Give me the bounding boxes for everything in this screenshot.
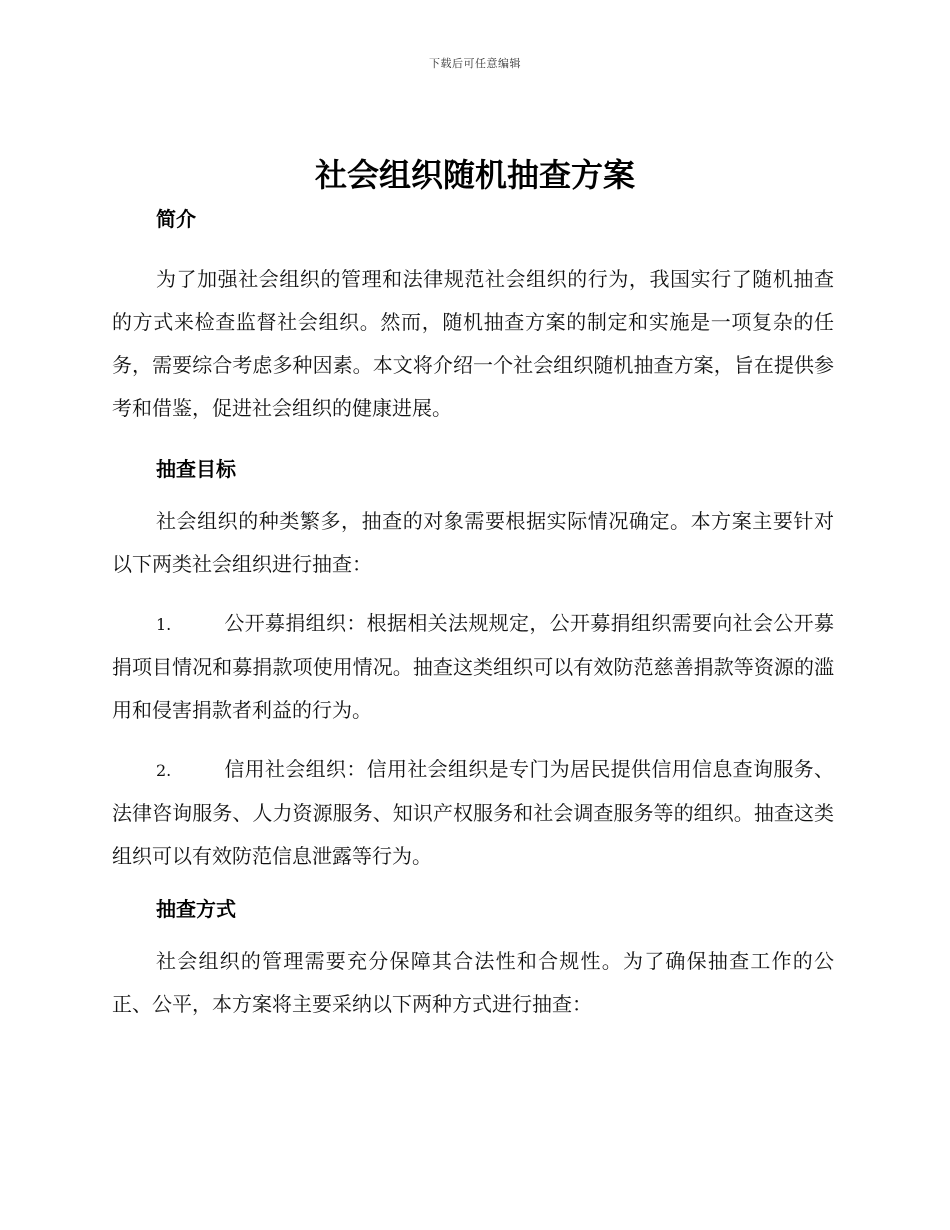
header-note: 下载后可任意编辑 [429,57,521,70]
target-paragraph: 社会组织的种类繁多，抽查的对象需要根据实际情况确定。本方案主要针对以下两类社会组织进行抽查： [112,509,834,576]
list-item-text: 公开募捐组织：根据相关法规规定，公开募捐组织需要向社会公开募捐项目情况和募捐款项使用情况。抽查这类组织可以有效防范慈善捐款等资源的滥用和侵害捐款者利益的行为。 [112,611,834,722]
list-item-number: 2. [156,761,172,780]
document-body [112,202,834,1026]
list-item-text: 信用社会组织：信用社会组织是专门为居民提供信用信息查询服务、法律咨询服务、人力资源服务、知识产权服务和社会调查服务等的组织。抽查这类组织可以有效防范信息泄露等行为。 [112,757,834,868]
list-item [112,602,834,732]
list-item-number: 1. [156,615,172,634]
section-heading-intro: 简介 [156,207,196,231]
list-item [112,748,834,878]
section-heading-target: 抽查目标 [156,457,236,481]
method-paragraph: 社会组织的管理需要充分保障其合法性和合规性。为了确保抽查工作的公正、公平，本方案将主要采纳以下两种方式进行抽查： [112,949,834,1016]
intro-paragraph: 为了加强社会组织的管理和法律规范社会组织的行为，我国实行了随机抽查的方式来检查监督社会组织。然而，随机抽查方案的制定和实施是一项复杂的任务，需要综合考虑多种因素。本文将介绍一个社会组织随机抽查方案，旨在提供参考和借鉴，促进社会组织的健康进展。 [112,267,834,420]
page-title: 社会组织随机抽查方案 [314,156,635,194]
section-heading-method: 抽查方式 [156,897,236,921]
